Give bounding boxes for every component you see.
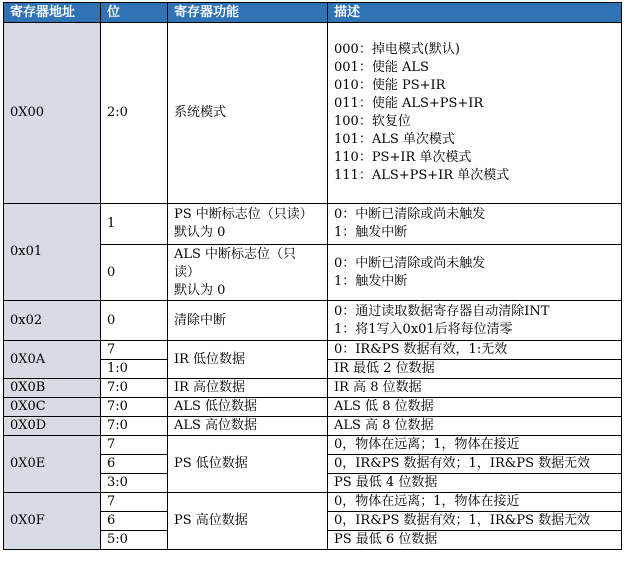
function-cell: IR 高位数据 bbox=[168, 379, 328, 398]
table-header-row bbox=[4, 3, 622, 23]
description-line: 000：掉电模式(默认) bbox=[334, 42, 460, 57]
table-row bbox=[4, 436, 622, 455]
header-description: 描述 bbox=[328, 3, 622, 23]
description-cell: IR 高 8 位数据 bbox=[328, 379, 622, 398]
bit-cell: 2:0 bbox=[101, 23, 168, 204]
function-cell: IR 低位数据 bbox=[168, 341, 328, 379]
table-row bbox=[4, 398, 622, 417]
address-cell: 0X0F bbox=[4, 493, 101, 550]
description-cell: ALS 高 8 位数据 bbox=[328, 417, 622, 436]
address-cell: 0X0B bbox=[4, 379, 101, 398]
header-address: 寄存器地址 bbox=[4, 3, 101, 23]
description-line: 110：PS+IR 单次模式 bbox=[334, 150, 472, 165]
description-cell: PS 最低 6 位数据 bbox=[328, 531, 622, 550]
function-line: ALS 中断标志位（只 bbox=[174, 246, 297, 262]
description-line: 111：ALS+PS+IR 单次模式 bbox=[334, 168, 510, 183]
description-line: 0：通过读取数据寄存器自动清除INT bbox=[334, 303, 550, 319]
header-function: 寄存器功能 bbox=[168, 3, 328, 23]
bit-cell: 5:0 bbox=[101, 531, 168, 550]
address-cell: 0X0C bbox=[4, 398, 101, 417]
table-row bbox=[4, 493, 622, 512]
function-cell bbox=[168, 204, 328, 245]
bit-cell: 7 bbox=[101, 341, 168, 360]
description-line: 100：软复位 bbox=[334, 114, 411, 129]
table-row bbox=[4, 341, 622, 360]
bit-cell: 7:0 bbox=[101, 398, 168, 417]
address-cell: 0X0A bbox=[4, 341, 101, 379]
description-line: 1：触发中断 bbox=[334, 273, 408, 289]
header-bit: 位 bbox=[101, 3, 168, 23]
description-cell bbox=[328, 245, 622, 301]
description-cell: 0，IR&PS 数据有效；1，IR&PS 数据无效 bbox=[328, 455, 622, 474]
function-cell: ALS 高位数据 bbox=[168, 417, 328, 436]
description-line: 0：中断已清除或尚未触发 bbox=[334, 255, 486, 271]
description-cell: 0，IR&PS 数据有效；1，IR&PS 数据无效 bbox=[328, 512, 622, 531]
table-row bbox=[4, 23, 622, 204]
description-line: 101：ALS 单次模式 bbox=[334, 132, 455, 147]
address-cell: 0X0E bbox=[4, 436, 101, 493]
function-cell: 清除中断 bbox=[168, 301, 328, 341]
description-line: 001：使能 ALS bbox=[334, 60, 429, 75]
function-cell: PS 高位数据 bbox=[168, 493, 328, 550]
function-cell bbox=[168, 245, 328, 301]
description-cell: 0，物体在远离；1，物体在接近 bbox=[328, 493, 622, 512]
address-cell: 0X00 bbox=[4, 23, 101, 204]
description-line: 011：使能 ALS+PS+IR bbox=[334, 96, 484, 111]
function-cell: PS 低位数据 bbox=[168, 436, 328, 493]
address-cell: 0x01 bbox=[4, 204, 101, 301]
description-cell: IR 最低 2 位数据 bbox=[328, 360, 622, 379]
description-cell: 0，物体在远离；1，物体在接近 bbox=[328, 436, 622, 455]
bit-cell: 1 bbox=[101, 204, 168, 245]
bit-cell: 0 bbox=[101, 245, 168, 301]
address-cell: 0x02 bbox=[4, 301, 101, 341]
function-line: 默认为 0 bbox=[174, 225, 226, 240]
bit-cell: 6 bbox=[101, 455, 168, 474]
bit-cell: 7:0 bbox=[101, 379, 168, 398]
description-cell bbox=[328, 23, 622, 204]
register-table bbox=[3, 2, 622, 550]
address-cell: 0X0D bbox=[4, 417, 101, 436]
description-cell bbox=[328, 204, 622, 245]
bit-cell: 0 bbox=[101, 301, 168, 341]
description-cell: ALS 低 8 位数据 bbox=[328, 398, 622, 417]
table-row bbox=[4, 417, 622, 436]
table-row bbox=[4, 379, 622, 398]
description-cell: PS 最低 4 位数据 bbox=[328, 474, 622, 493]
description-line: 1：将1写入0x01后将每位清零 bbox=[334, 321, 513, 337]
bit-cell: 7 bbox=[101, 436, 168, 455]
description-line: 0：中断已清除或尚未触发 bbox=[334, 207, 486, 222]
description-line: 010：使能 PS+IR bbox=[334, 78, 446, 93]
bit-cell: 7 bbox=[101, 493, 168, 512]
bit-cell: 1:0 bbox=[101, 360, 168, 379]
function-line: PS 中断标志位（只读） bbox=[174, 207, 313, 222]
function-line: 读） bbox=[174, 264, 201, 280]
description-cell bbox=[328, 301, 622, 341]
description-cell: 0：IR&PS 数据有效，1:无效 bbox=[328, 341, 622, 360]
bit-cell: 7:0 bbox=[101, 417, 168, 436]
bit-cell: 3:0 bbox=[101, 474, 168, 493]
function-cell: ALS 低位数据 bbox=[168, 398, 328, 417]
function-line: 默认为 0 bbox=[174, 282, 226, 298]
bit-cell: 6 bbox=[101, 512, 168, 531]
table-row bbox=[4, 301, 622, 341]
description-line: 1：触发中断 bbox=[334, 225, 408, 240]
table-row bbox=[4, 204, 622, 245]
function-cell: 系统模式 bbox=[168, 23, 328, 204]
